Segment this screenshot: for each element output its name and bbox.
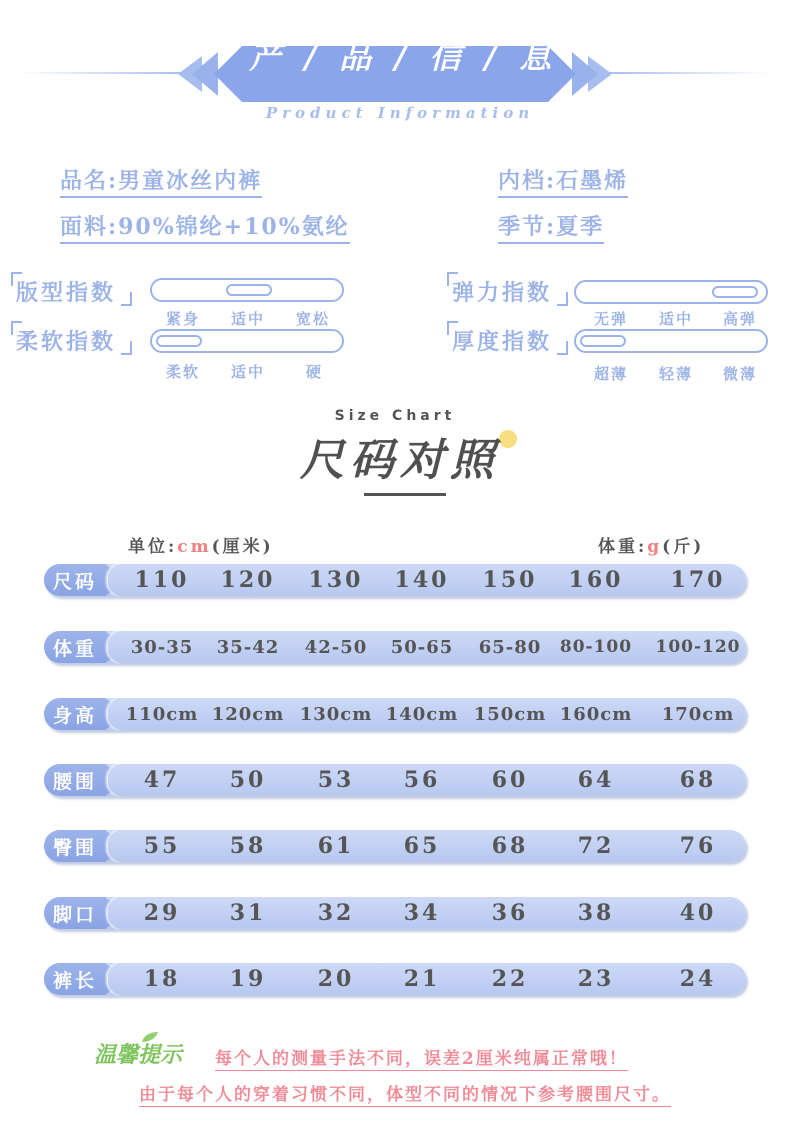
tips-logo: 温馨提示 [94, 1042, 183, 1068]
product-name: 品名:男童冰丝内裤 [60, 164, 262, 198]
size-chart-title: 尺码对照 [300, 435, 500, 486]
row-label: 体重 [44, 631, 106, 663]
fit-index-label: 版型指数 [16, 280, 117, 306]
table-cell: 170cm [661, 703, 735, 725]
softness-tick: 适中 [231, 363, 266, 381]
row-label: 身高 [44, 698, 106, 730]
row-label: 臀围 [44, 830, 106, 862]
table-cell: 150 [482, 567, 538, 593]
size-chart-subtitle: Size Chart [334, 408, 456, 424]
table-cell: 150cm [473, 703, 547, 725]
fit-tick: 适中 [231, 310, 266, 328]
table-cell: 58 [229, 833, 267, 859]
table-cell: 38 [577, 900, 615, 926]
table-cell: 160 [568, 567, 624, 593]
thickness-index-track [574, 329, 768, 353]
banner-line-left [20, 72, 200, 74]
table-cell: 35-42 [216, 636, 280, 658]
table-cell: 140cm [385, 703, 459, 725]
table-cell: 130 [308, 567, 364, 593]
table-cell: 72 [577, 833, 615, 859]
table-cell: 20 [317, 966, 355, 992]
tip-line-1: 每个人的测量手法不同，误差2厘米纯属正常哦！ [215, 1044, 628, 1071]
banner-subtitle: Product Information [265, 104, 535, 122]
bracket-icon [557, 292, 568, 306]
table-cell: 19 [229, 966, 267, 992]
table-cell: 61 [317, 833, 355, 859]
table-cell: 60 [491, 767, 529, 793]
title-underline [364, 493, 446, 496]
table-cell: 50 [229, 767, 267, 793]
table-cell: 120 [220, 567, 276, 593]
fit-tick: 紧身 [166, 310, 201, 328]
table-row [44, 698, 750, 732]
table-cell: 76 [679, 833, 717, 859]
table-cell: 24 [679, 966, 717, 992]
softness-index-label: 柔软指数 [16, 329, 117, 355]
tip-line-2: 由于每个人的穿着习惯不同，体型不同的情况下参考腰围尺寸。 [139, 1080, 671, 1107]
banner-line-right [590, 72, 770, 74]
elasticity-tick: 适中 [659, 310, 694, 328]
thickness-tick: 轻薄 [659, 365, 694, 383]
row-label: 裤长 [44, 963, 106, 995]
table-cell: 31 [229, 900, 267, 926]
softness-index-track [150, 329, 344, 353]
elasticity-tick: 高弹 [723, 310, 758, 328]
table-cell: 47 [143, 767, 181, 793]
table-cell: 22 [491, 966, 529, 992]
softness-tick: 硬 [306, 363, 324, 381]
elasticity-tick: 无弹 [594, 310, 629, 328]
softness-tick: 柔软 [166, 363, 201, 381]
table-cell: 110cm [125, 703, 199, 725]
table-cell: 140 [394, 567, 450, 593]
table-cell: 32 [317, 900, 355, 926]
table-cell: 23 [577, 966, 615, 992]
fit-index-track [150, 278, 344, 302]
row-label: 脚口 [44, 897, 106, 929]
table-cell: 68 [491, 833, 529, 859]
fit-index-knob [226, 284, 272, 296]
table-cell: 100-120 [655, 637, 741, 657]
table-cell: 55 [143, 833, 181, 859]
table-cell: 64 [577, 767, 615, 793]
table-cell: 53 [317, 767, 355, 793]
unit-left: 单位:cm(厘米) [128, 537, 274, 557]
table-row [44, 963, 750, 997]
row-label: 尺码 [44, 564, 106, 596]
thickness-index-label: 厚度指数 [452, 329, 553, 355]
table-row [44, 764, 750, 798]
table-cell: 34 [403, 900, 441, 926]
table-cell: 120cm [211, 703, 285, 725]
table-cell: 130cm [299, 703, 373, 725]
banner-title: · 产 / 品 / 信 / 息 · [215, 38, 558, 116]
thickness-tick: 超薄 [594, 365, 629, 383]
table-cell: 110 [134, 567, 190, 593]
table-cell: 56 [403, 767, 441, 793]
table-cell: 65-80 [478, 636, 542, 658]
elasticity-index-track [574, 280, 768, 304]
table-cell: 40 [679, 900, 717, 926]
table-cell: 80-100 [559, 637, 633, 657]
table-row [44, 631, 750, 665]
product-fabric: 面料:90%锦纶+10%氨纶 [60, 210, 350, 244]
bracket-icon [121, 341, 132, 355]
table-cell: 30-35 [130, 636, 194, 658]
table-cell: 29 [143, 900, 181, 926]
table-cell: 65 [403, 833, 441, 859]
table-cell: 36 [491, 900, 529, 926]
table-cell: 68 [679, 767, 717, 793]
fit-tick: 宽松 [296, 310, 331, 328]
table-row [44, 564, 750, 598]
product-lining: 内档:石墨烯 [498, 164, 628, 198]
bracket-icon [121, 292, 132, 306]
row-label: 腰围 [44, 764, 106, 796]
product-season: 季节:夏季 [498, 210, 604, 244]
table-row [44, 897, 750, 931]
table-cell: 160cm [559, 703, 633, 725]
table-cell: 42-50 [304, 636, 368, 658]
table-cell: 18 [143, 966, 181, 992]
unit-right: 体重:g(斤) [598, 537, 705, 557]
table-cell: 50-65 [390, 636, 454, 658]
thickness-tick: 微薄 [723, 365, 758, 383]
softness-index-knob [156, 335, 202, 347]
elasticity-index-label: 弹力指数 [452, 280, 553, 306]
table-cell: 21 [403, 966, 441, 992]
elasticity-index-knob [712, 286, 758, 298]
bracket-icon [557, 341, 568, 355]
thickness-index-knob [580, 335, 626, 347]
table-row [44, 830, 750, 864]
table-cell: 170 [670, 567, 726, 593]
